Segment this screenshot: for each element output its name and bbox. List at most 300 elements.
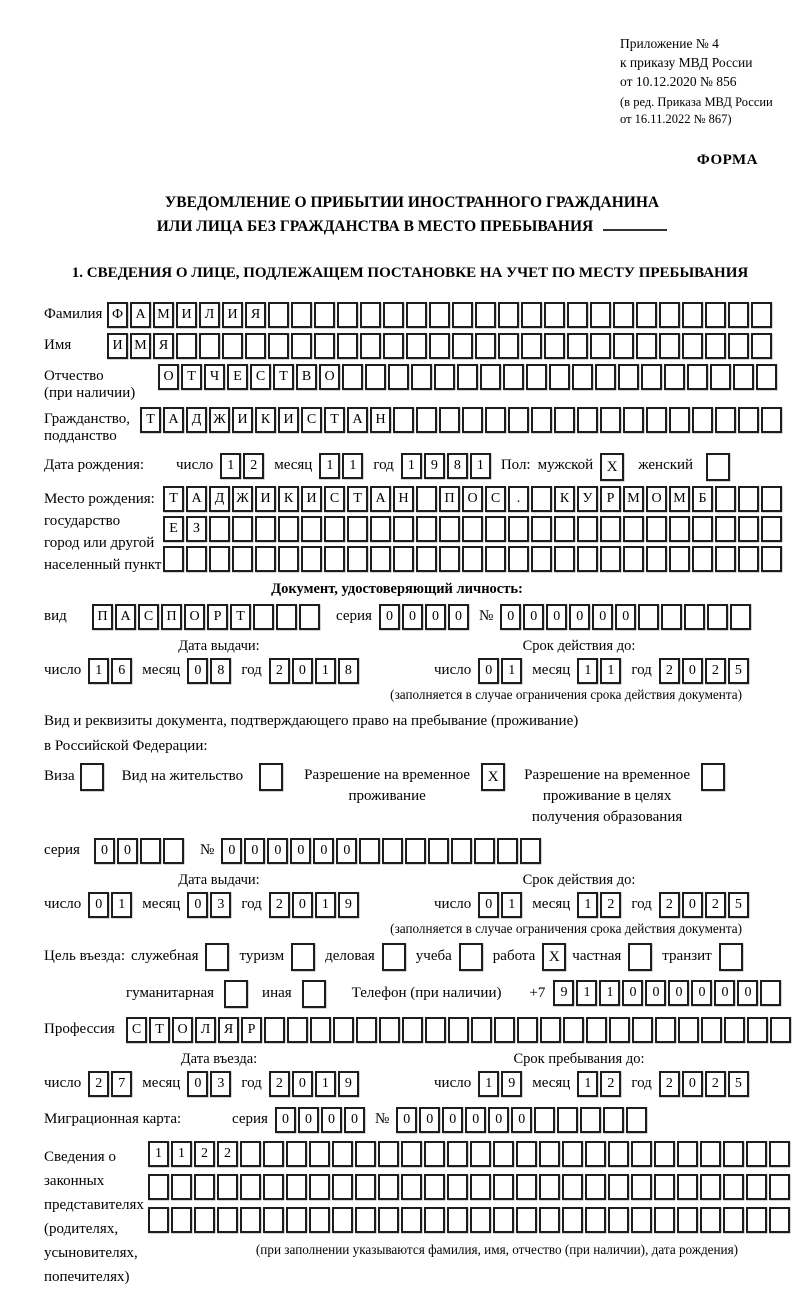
char-cell[interactable] [700,1174,721,1200]
char-cell[interactable]: 0 [448,604,469,630]
char-cell[interactable]: К [255,407,276,433]
char-cell[interactable] [232,546,253,572]
char-cell[interactable] [309,1141,330,1167]
char-cell[interactable] [554,546,575,572]
stay-day-cells[interactable] [478,1071,522,1097]
char-cell[interactable] [508,516,529,542]
char-cell[interactable] [268,302,289,328]
birth-day-cells[interactable] [220,453,264,479]
char-cell[interactable]: 1 [342,453,363,479]
char-cell[interactable] [332,1207,353,1233]
doc-valid-month-cells[interactable] [577,658,621,684]
char-cell[interactable] [756,364,777,390]
char-cell[interactable]: Б [692,486,713,512]
char-cell[interactable]: 2 [705,658,726,684]
char-cell[interactable] [678,1017,699,1043]
profession-cells[interactable] [126,1017,791,1043]
char-cell[interactable] [416,546,437,572]
char-cell[interactable] [700,1207,721,1233]
char-cell[interactable] [291,302,312,328]
char-cell[interactable] [534,1107,555,1133]
char-cell[interactable]: 1 [501,658,522,684]
char-cell[interactable] [687,364,708,390]
char-cell[interactable]: 0 [117,838,138,864]
char-cell[interactable] [299,604,320,630]
char-cell[interactable]: 0 [221,838,242,864]
birth-place-cells-row3[interactable] [163,546,782,572]
char-cell[interactable]: 0 [523,604,544,630]
char-cell[interactable]: М [623,486,644,512]
char-cell[interactable] [526,364,547,390]
char-cell[interactable]: 5 [728,1071,749,1097]
char-cell[interactable] [557,1107,578,1133]
char-cell[interactable]: 2 [269,1071,290,1097]
char-cell[interactable] [439,516,460,542]
char-cell[interactable] [485,407,506,433]
char-cell[interactable]: 1 [401,453,422,479]
char-cell[interactable]: 0 [267,838,288,864]
char-cell[interactable] [457,364,478,390]
char-cell[interactable]: Т [163,486,184,512]
char-cell[interactable] [577,407,598,433]
char-cell[interactable] [301,546,322,572]
char-cell[interactable]: Н [370,407,391,433]
char-cell[interactable]: 1 [470,453,491,479]
char-cell[interactable] [494,1017,515,1043]
char-cell[interactable]: 2 [659,892,680,918]
char-cell[interactable] [278,546,299,572]
char-cell[interactable] [503,364,524,390]
char-cell[interactable] [379,1017,400,1043]
char-cell[interactable] [738,516,759,542]
res-series-cells[interactable] [94,838,184,864]
char-cell[interactable]: 0 [321,1107,342,1133]
char-cell[interactable] [733,364,754,390]
char-cell[interactable]: 8 [210,658,231,684]
char-cell[interactable]: 2 [243,453,264,479]
char-cell[interactable] [539,1207,560,1233]
char-cell[interactable]: 0 [645,980,666,1006]
purpose-other-checkbox[interactable] [302,980,326,1008]
char-cell[interactable]: Ч [204,364,225,390]
char-cell[interactable] [761,546,782,572]
char-cell[interactable] [540,1017,561,1043]
char-cell[interactable] [493,1174,514,1200]
char-cell[interactable]: 9 [338,1071,359,1097]
char-cell[interactable] [562,1207,583,1233]
char-cell[interactable]: С [250,364,271,390]
char-cell[interactable] [623,516,644,542]
char-cell[interactable] [447,1207,468,1233]
char-cell[interactable]: О [172,1017,193,1043]
char-cell[interactable]: А [347,407,368,433]
char-cell[interactable] [730,604,751,630]
char-cell[interactable] [659,302,680,328]
char-cell[interactable]: 0 [298,1107,319,1133]
char-cell[interactable] [424,1141,445,1167]
char-cell[interactable] [475,302,496,328]
char-cell[interactable] [462,546,483,572]
char-cell[interactable] [171,1207,192,1233]
entry-year-cells[interactable] [269,1071,359,1097]
char-cell[interactable] [661,604,682,630]
char-cell[interactable]: Л [199,302,220,328]
legal-cells-row3[interactable] [148,1207,790,1233]
char-cell[interactable] [544,302,565,328]
char-cell[interactable] [631,1174,652,1200]
char-cell[interactable] [148,1174,169,1200]
char-cell[interactable]: 2 [705,1071,726,1097]
char-cell[interactable]: 2 [600,892,621,918]
char-cell[interactable] [692,516,713,542]
char-cell[interactable]: 6 [111,658,132,684]
char-cell[interactable] [342,364,363,390]
char-cell[interactable] [544,333,565,359]
char-cell[interactable] [613,302,634,328]
char-cell[interactable]: 9 [501,1071,522,1097]
char-cell[interactable]: 2 [659,1071,680,1097]
char-cell[interactable] [641,364,662,390]
char-cell[interactable]: 7 [111,1071,132,1097]
char-cell[interactable]: О [184,604,205,630]
char-cell[interactable] [751,333,772,359]
char-cell[interactable] [356,1017,377,1043]
char-cell[interactable] [424,1207,445,1233]
char-cell[interactable] [554,407,575,433]
char-cell[interactable] [471,1017,492,1043]
char-cell[interactable] [577,516,598,542]
char-cell[interactable]: 2 [194,1141,215,1167]
char-cell[interactable]: 0 [682,1071,703,1097]
char-cell[interactable]: 9 [553,980,574,1006]
char-cell[interactable] [263,1207,284,1233]
char-cell[interactable] [669,516,690,542]
char-cell[interactable]: 0 [336,838,357,864]
char-cell[interactable]: П [439,486,460,512]
surname-cells[interactable] [107,302,772,328]
char-cell[interactable] [333,1017,354,1043]
char-cell[interactable] [769,1174,790,1200]
char-cell[interactable]: С [138,604,159,630]
char-cell[interactable] [531,546,552,572]
char-cell[interactable] [531,486,552,512]
char-cell[interactable] [723,1174,744,1200]
char-cell[interactable] [646,407,667,433]
char-cell[interactable] [406,302,427,328]
char-cell[interactable] [347,516,368,542]
char-cell[interactable] [240,1207,261,1233]
char-cell[interactable]: И [232,407,253,433]
char-cell[interactable] [448,1017,469,1043]
char-cell[interactable] [623,407,644,433]
char-cell[interactable] [383,302,404,328]
char-cell[interactable] [493,1141,514,1167]
char-cell[interactable]: 8 [447,453,468,479]
char-cell[interactable] [590,302,611,328]
char-cell[interactable]: Я [245,302,266,328]
char-cell[interactable]: 2 [88,1071,109,1097]
given-name-cells[interactable] [107,333,772,359]
char-cell[interactable] [728,302,749,328]
char-cell[interactable] [600,407,621,433]
char-cell[interactable]: 1 [220,453,241,479]
char-cell[interactable] [654,1141,675,1167]
char-cell[interactable]: Т [324,407,345,433]
char-cell[interactable] [603,1107,624,1133]
char-cell[interactable]: Т [230,604,251,630]
char-cell[interactable] [434,364,455,390]
char-cell[interactable] [623,546,644,572]
char-cell[interactable] [646,546,667,572]
purpose-tourism-checkbox[interactable] [291,943,315,971]
char-cell[interactable] [521,333,542,359]
char-cell[interactable]: 2 [269,892,290,918]
char-cell[interactable] [669,546,690,572]
char-cell[interactable]: К [554,486,575,512]
char-cell[interactable]: 0 [546,604,567,630]
patronymic-cells[interactable] [158,364,777,390]
char-cell[interactable]: А [115,604,136,630]
char-cell[interactable] [728,333,749,359]
char-cell[interactable] [700,1141,721,1167]
char-cell[interactable] [724,1017,745,1043]
char-cell[interactable]: 0 [592,604,613,630]
char-cell[interactable] [586,1017,607,1043]
char-cell[interactable] [301,516,322,542]
char-cell[interactable]: Т [347,486,368,512]
char-cell[interactable] [217,1174,238,1200]
char-cell[interactable]: 1 [315,892,336,918]
phone-cells[interactable] [553,980,781,1006]
char-cell[interactable] [746,1141,767,1167]
purpose-business-checkbox[interactable] [382,943,406,971]
char-cell[interactable] [563,1017,584,1043]
char-cell[interactable] [516,1141,537,1167]
char-cell[interactable] [406,333,427,359]
char-cell[interactable]: И [255,486,276,512]
char-cell[interactable] [539,1174,560,1200]
char-cell[interactable] [359,838,380,864]
char-cell[interactable] [631,1141,652,1167]
char-cell[interactable]: 8 [338,658,359,684]
char-cell[interactable] [577,546,598,572]
char-cell[interactable]: 1 [148,1141,169,1167]
purpose-official-checkbox[interactable] [205,943,229,971]
char-cell[interactable]: М [130,333,151,359]
char-cell[interactable] [715,407,736,433]
char-cell[interactable] [240,1141,261,1167]
char-cell[interactable] [585,1207,606,1233]
char-cell[interactable] [286,1174,307,1200]
purpose-humanitarian-checkbox[interactable] [224,980,248,1008]
doc-kind-cells[interactable] [92,604,320,630]
char-cell[interactable] [309,1174,330,1200]
char-cell[interactable] [497,838,518,864]
char-cell[interactable]: С [485,486,506,512]
legal-cells-row2[interactable] [148,1174,790,1200]
char-cell[interactable] [516,1207,537,1233]
char-cell[interactable]: 0 [396,1107,417,1133]
char-cell[interactable] [498,302,519,328]
char-cell[interactable] [360,302,381,328]
char-cell[interactable]: И [107,333,128,359]
char-cell[interactable]: 1 [315,658,336,684]
entry-day-cells[interactable] [88,1071,132,1097]
char-cell[interactable]: 2 [269,658,290,684]
char-cell[interactable] [405,838,426,864]
char-cell[interactable] [447,1141,468,1167]
char-cell[interactable]: 0 [419,1107,440,1133]
char-cell[interactable] [554,516,575,542]
char-cell[interactable] [401,1207,422,1233]
char-cell[interactable]: 3 [210,892,231,918]
char-cell[interactable] [309,1207,330,1233]
stay-year-cells[interactable] [659,1071,749,1097]
doc-number-cells[interactable] [500,604,751,630]
char-cell[interactable] [470,1141,491,1167]
char-cell[interactable]: С [324,486,345,512]
res-number-cells[interactable] [221,838,541,864]
char-cell[interactable] [365,364,386,390]
char-cell[interactable] [580,1107,601,1133]
char-cell[interactable]: 0 [615,604,636,630]
char-cell[interactable] [217,1207,238,1233]
temp-residence-checkbox[interactable]: X [481,763,505,791]
char-cell[interactable] [382,838,403,864]
char-cell[interactable] [451,838,472,864]
char-cell[interactable] [508,407,529,433]
char-cell[interactable]: 0 [292,1071,313,1097]
res-valid-month-cells[interactable] [577,892,621,918]
char-cell[interactable]: 0 [292,892,313,918]
char-cell[interactable]: 0 [379,604,400,630]
char-cell[interactable]: 0 [94,838,115,864]
char-cell[interactable]: Р [600,486,621,512]
char-cell[interactable]: А [163,407,184,433]
char-cell[interactable] [613,333,634,359]
char-cell[interactable]: 0 [488,1107,509,1133]
char-cell[interactable]: 9 [424,453,445,479]
char-cell[interactable] [636,333,657,359]
doc-valid-day-cells[interactable] [478,658,522,684]
char-cell[interactable] [462,407,483,433]
char-cell[interactable]: 0 [478,892,499,918]
char-cell[interactable] [608,1174,629,1200]
char-cell[interactable] [761,516,782,542]
doc-issue-year-cells[interactable] [269,658,359,684]
char-cell[interactable]: 0 [668,980,689,1006]
char-cell[interactable] [324,516,345,542]
char-cell[interactable] [684,604,705,630]
char-cell[interactable] [171,1174,192,1200]
char-cell[interactable] [595,364,616,390]
char-cell[interactable]: 0 [682,892,703,918]
char-cell[interactable]: Е [227,364,248,390]
char-cell[interactable] [287,1017,308,1043]
char-cell[interactable]: 0 [714,980,735,1006]
char-cell[interactable] [209,516,230,542]
char-cell[interactable]: 0 [737,980,758,1006]
char-cell[interactable] [609,1017,630,1043]
char-cell[interactable]: Ф [107,302,128,328]
char-cell[interactable] [585,1174,606,1200]
char-cell[interactable]: Т [273,364,294,390]
char-cell[interactable] [255,516,276,542]
char-cell[interactable]: 0 [402,604,423,630]
doc-issue-day-cells[interactable] [88,658,132,684]
res-valid-year-cells[interactable] [659,892,749,918]
char-cell[interactable]: О [158,364,179,390]
char-cell[interactable] [631,1207,652,1233]
res-issue-day-cells[interactable] [88,892,132,918]
citizenship-cells[interactable] [140,407,782,433]
char-cell[interactable]: 3 [210,1071,231,1097]
char-cell[interactable] [429,333,450,359]
doc-issue-month-cells[interactable] [187,658,231,684]
char-cell[interactable] [715,516,736,542]
char-cell[interactable] [140,838,161,864]
char-cell[interactable] [710,364,731,390]
char-cell[interactable] [567,302,588,328]
char-cell[interactable]: 0 [569,604,590,630]
char-cell[interactable]: Р [207,604,228,630]
char-cell[interactable] [378,1141,399,1167]
char-cell[interactable] [585,1141,606,1167]
char-cell[interactable]: 1 [577,892,598,918]
char-cell[interactable] [746,1207,767,1233]
char-cell[interactable] [264,1017,285,1043]
char-cell[interactable] [705,333,726,359]
char-cell[interactable] [370,516,391,542]
char-cell[interactable] [682,302,703,328]
char-cell[interactable] [769,1207,790,1233]
stay-month-cells[interactable] [577,1071,621,1097]
char-cell[interactable] [416,407,437,433]
char-cell[interactable] [654,1207,675,1233]
char-cell[interactable] [590,333,611,359]
char-cell[interactable] [517,1017,538,1043]
birth-place-cells-row1[interactable] [163,486,782,512]
char-cell[interactable] [646,516,667,542]
char-cell[interactable]: 1 [111,892,132,918]
char-cell[interactable]: 1 [599,980,620,1006]
char-cell[interactable] [715,486,736,512]
doc-valid-year-cells[interactable] [659,658,749,684]
char-cell[interactable]: И [222,302,243,328]
char-cell[interactable] [337,333,358,359]
char-cell[interactable]: 1 [577,658,598,684]
char-cell[interactable]: Ж [209,407,230,433]
char-cell[interactable] [332,1141,353,1167]
char-cell[interactable]: Е [163,516,184,542]
char-cell[interactable] [677,1207,698,1233]
char-cell[interactable]: Ж [232,486,253,512]
char-cell[interactable] [388,364,409,390]
birth-month-cells[interactable] [319,453,363,479]
char-cell[interactable]: П [161,604,182,630]
char-cell[interactable]: В [296,364,317,390]
char-cell[interactable] [286,1141,307,1167]
char-cell[interactable] [194,1174,215,1200]
char-cell[interactable]: 0 [292,658,313,684]
char-cell[interactable] [439,407,460,433]
char-cell[interactable]: 0 [691,980,712,1006]
char-cell[interactable]: Н [393,486,414,512]
char-cell[interactable]: К [278,486,299,512]
char-cell[interactable] [618,364,639,390]
char-cell[interactable] [747,1017,768,1043]
char-cell[interactable] [738,407,759,433]
